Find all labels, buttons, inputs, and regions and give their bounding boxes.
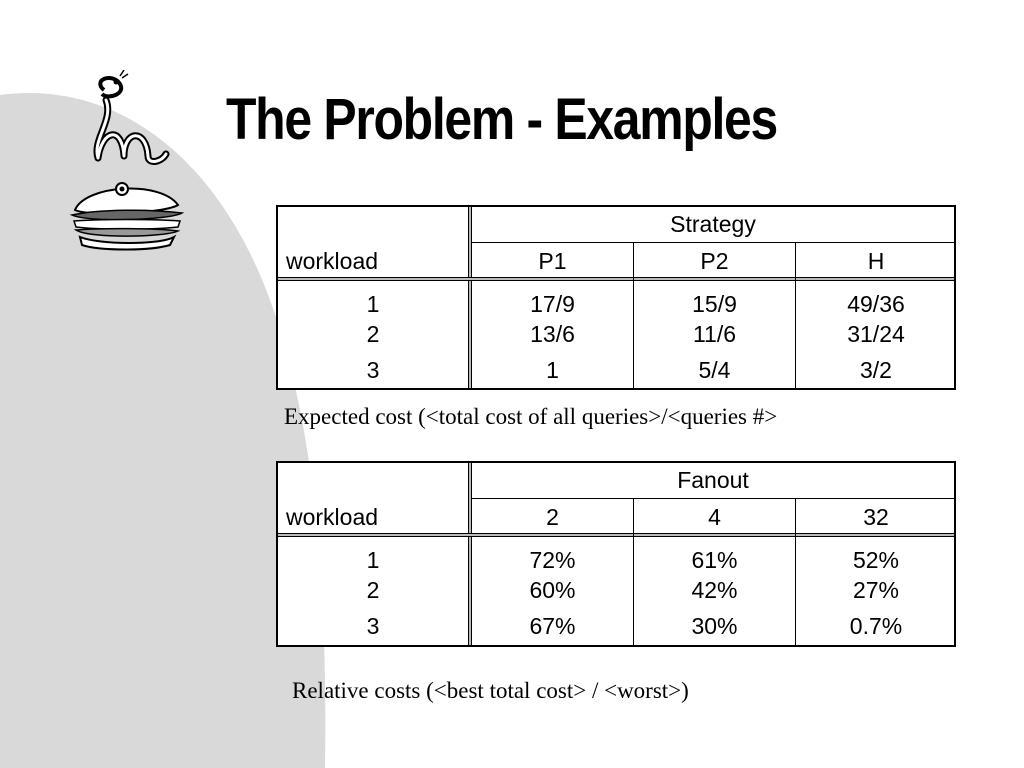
table-group-header: Strategy: [670, 211, 756, 237]
value-cell: 72%: [529, 547, 576, 573]
table-row-header: workload: [286, 248, 379, 274]
table-caption: Expected cost (<total cost of all queries>/<queries #>: [284, 404, 778, 429]
value-cell: 13/6: [530, 321, 575, 347]
fanout-table: [276, 461, 956, 647]
table-column-header: 4: [708, 504, 721, 530]
value-cell: 31/24: [847, 321, 905, 347]
table-column-header: P1: [538, 248, 567, 274]
workload-cell: 2: [366, 321, 380, 347]
table-caption: Relative costs (<best total cost> / <worst>): [292, 678, 689, 703]
snake-logo-icon: [97, 70, 166, 162]
value-cell: 5/4: [698, 357, 731, 383]
table-column-header: 2: [546, 504, 559, 530]
value-cell: 0.7%: [849, 613, 903, 639]
value-cell: 61%: [691, 547, 738, 573]
strategy-table: [276, 205, 956, 390]
value-cell: 15/9: [692, 291, 737, 317]
workload-cell: 2: [366, 577, 380, 603]
table-column-header: 32: [863, 504, 889, 530]
value-cell: 30%: [691, 613, 738, 639]
table-column-header: H: [867, 248, 885, 274]
table-row-header: workload: [286, 504, 379, 530]
workload-cell: 3: [366, 357, 380, 383]
value-cell: 49/36: [847, 291, 905, 317]
value-cell: 1: [546, 357, 559, 383]
value-cell: 67%: [529, 613, 576, 639]
value-cell: 60%: [529, 577, 576, 603]
table-column-header: P2: [700, 248, 729, 274]
value-cell: 3/2: [860, 357, 892, 383]
workload-cell: 1: [366, 547, 380, 573]
value-cell: 17/9: [530, 291, 575, 317]
slide-title: The Problem - Examples: [226, 87, 777, 152]
workload-cell: 3: [366, 613, 380, 639]
logo: [62, 70, 192, 255]
value-cell: 27%: [852, 577, 900, 603]
value-cell: 11/6: [692, 321, 737, 347]
sandwich-logo-icon: [72, 183, 182, 250]
value-cell: 52%: [852, 547, 900, 573]
workload-cell: 1: [366, 291, 380, 317]
table-group-header: Fanout: [677, 467, 749, 493]
value-cell: 42%: [691, 577, 738, 603]
